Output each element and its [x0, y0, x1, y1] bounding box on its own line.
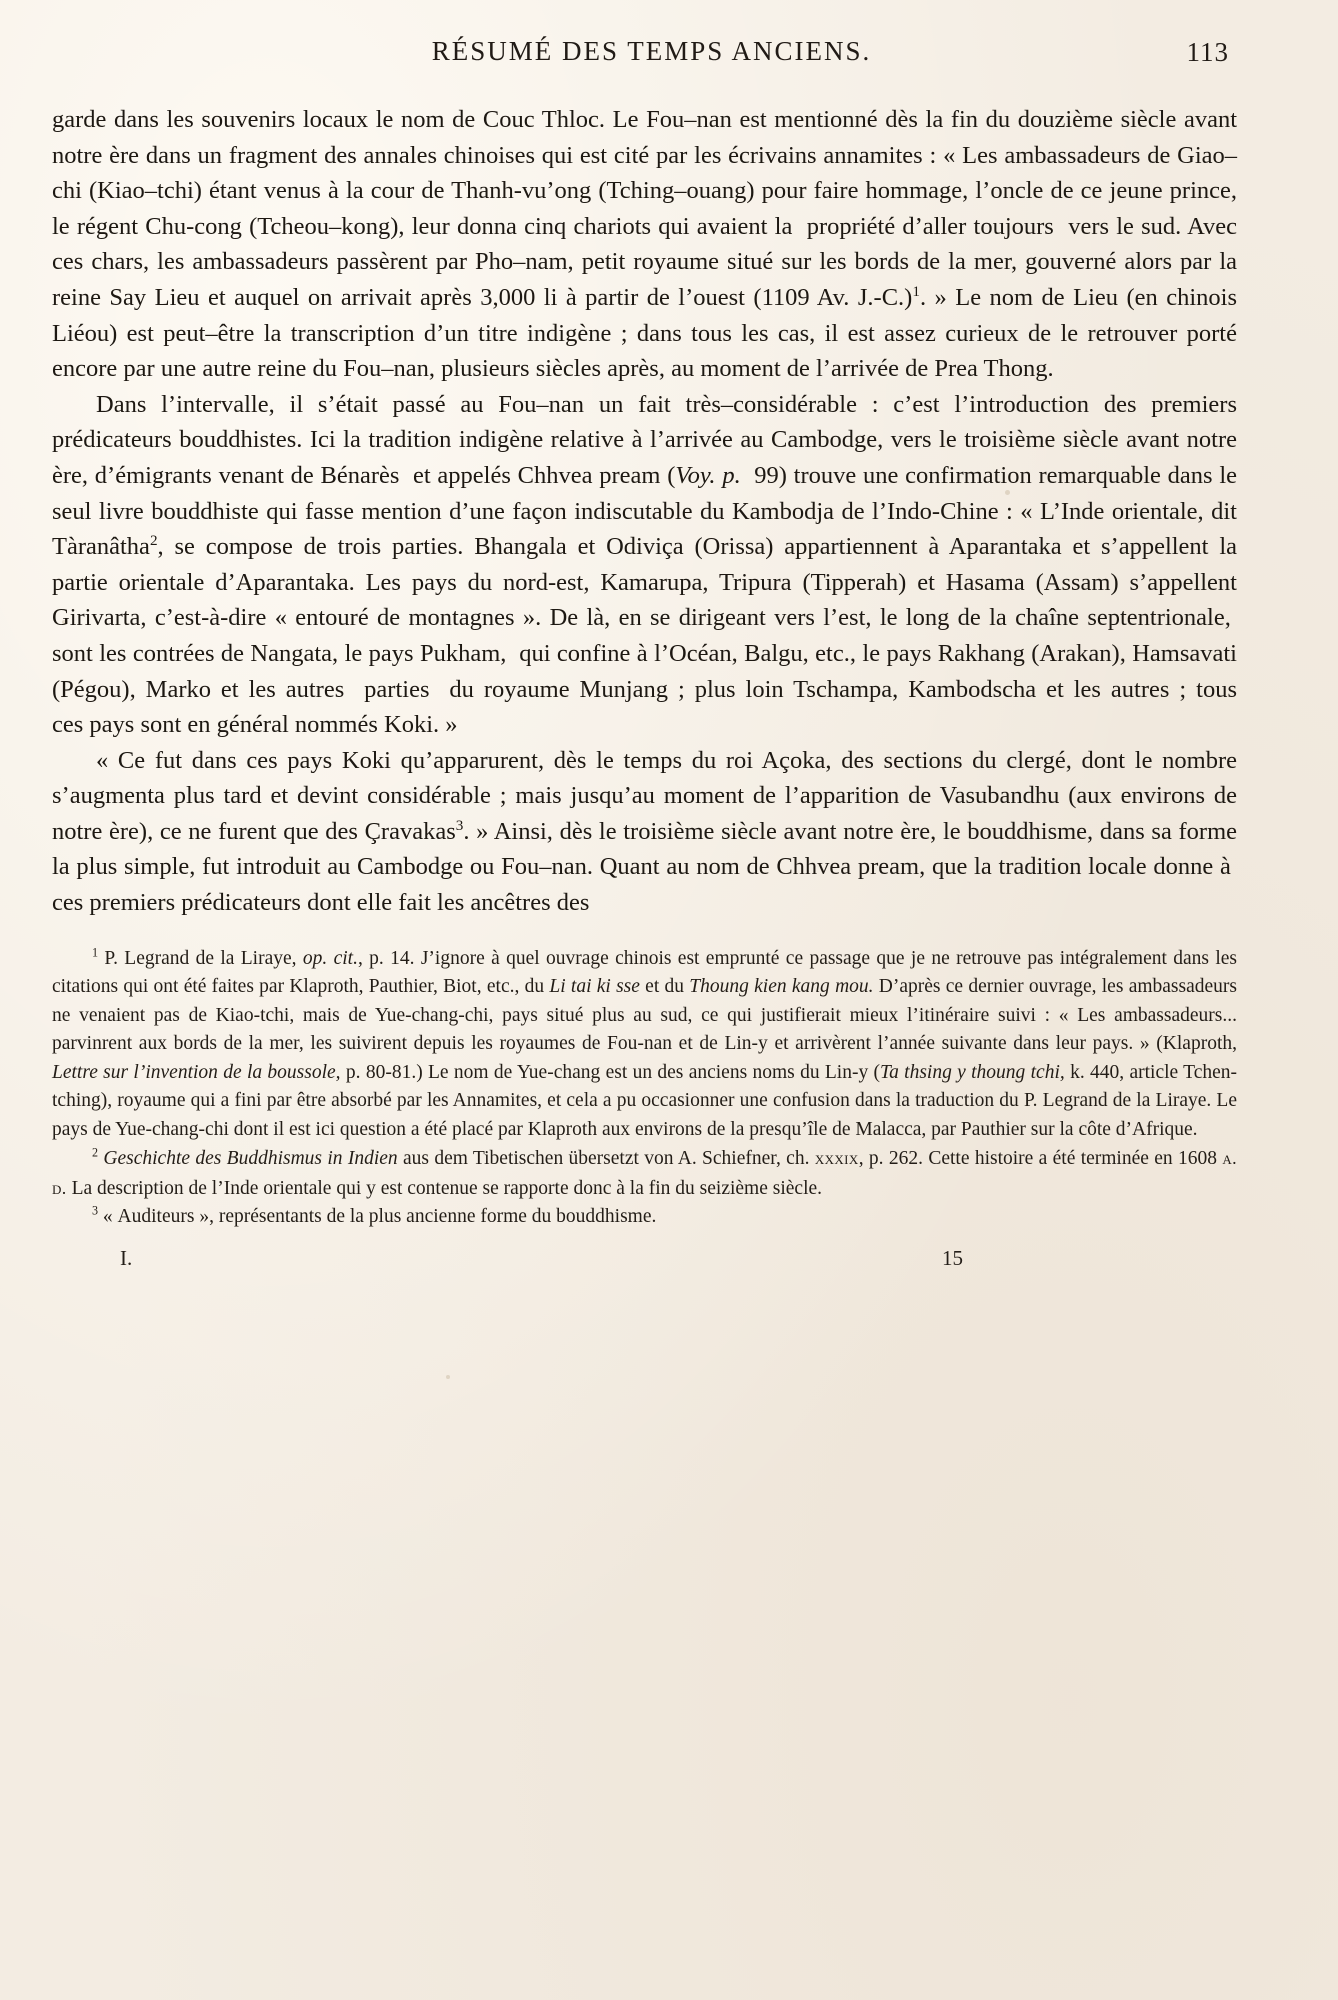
footnote-marker: 2 [92, 1145, 99, 1160]
page-text-block [52, 36, 1237, 1966]
page-footer [52, 1246, 1237, 1276]
footnote-1: $^1$ P. Legrand de la Liraye, op. cit., p. 14. J’ignore à quel ouvrage chinois est emprunté ce passage que je ne retrouve pas intégralement dans les citations qui ont été faites par Klaproth, Pauthier, Biot, etc., du Li tai ki sse et du Thoung kien kang mou. D’après ce dernier ouvrage, les ambassadeurs ne venaient pas de Kiao-tchi, mais de Yue-chang-chi, pays situé plus au sud, ce qui justifierait mieux l’itinéraire suivi : « Les ambassadeurs... parvinrent aux bords de la mer, les suivirent depuis les royaumes de Fou-nan et de Lin-y et arrivèrent l’année suivante dans leur pays. » (Klaproth, Lettre sur l’invention de la boussole, p. 80-81.) Le nom de Yue-chang est un des anciens noms du Lin-y (Ta thsing y thoung tchi, k. 440, article Tchen-tching), royaume qui a fini par être absorbé par les Annamites, et cela a pu occasionner une confusion dans la traduction du P. Legrand de la Liraye. Le pays de Yue-chang-chi dont il est ici question a été placé par Klaproth aux environs de la presqu’île de Malacca, par Pauthier sur la côte d’Afrique. [52, 945, 1238, 1140]
footnote-2: $^2$ Geschichte des Buddhismus in Indien aus dem Tibetischen übersetzt von A. Schiefner, ch. xxxix, p. 262. Cette histoire a été terminée en 1608 a. d. La description de l’Inde orientale qui y est contenue se rapporte donc à la fin du seizième siècle. [52, 1145, 1238, 1199]
paragraph-2: Dans l’intervalle, il s’était passé au Fou–nan un fait très–considérable : c’est l’introduction des premiers prédicateurs bouddhistes. Ici la tradition indigène relative à l’arrivée au Cambodge, vers le troisième siècle avant notre ère, d’émigrants venant de Bénarès et appelés Chhvea pream (Voy. p. 99) trouve une confirmation remarquable dans le seul livre bouddhiste qui fasse mention d’une façon indiscutable du Kambodja de l’Indo-Chine : « L’Inde orientale, dit Tàranâtha$^2$, se compose de trois parties. Bhangala et Odiviça (Orissa) appartiennent à Aparantaka et s’appellent la partie orientale d’Aparantaka. Les pays du nord-est, Kamarupa, Tripura (Tipperah) et Hasama (Assam) s’appellent Girivarta, c’est-à-dire « entouré de montagnes ». De là, en se dirigeant vers l’est, le long de la chaîne septentrionale, sont les contrées de Nangata, le pays Pukham, qui confine à l’Océan, Balgu, etc., le pays Rakhang (Arakan), Hamsavati (Pégou), Marko et les autres parties du royaume Munjang ; plus loin Tschampa, Kambodscha et les autres ; tous ces pays sont en général nommés Koki. » [52, 390, 1238, 739]
paragraph-1: garde dans les souvenirs locaux le nom de Couc Thloc. Le Fou–nan est mentionné dès la fin du douzième siècle avant notre ère dans un fragment des annales chinoises qui est cité par les écrivains annamites : « Les ambassadeurs de Giao–chi (Kiao–tchi) étant venus à la cour de Thanh-vu’ong (Tching–ouang) pour faire hommage, l’oncle de ce jeune prince, le régent Chu-cong (Tcheou–kong), leur donna cinq chariots qui avaient la propriété d’aller toujours vers le sud. Avec ces chars, les ambassadeurs passèrent par Pho–nam, petit royaume situé sur les bords de la mer, gouverné alors par la reine Say Lieu et auquel on arrivait après 3,000 li à partir de l’ouest (1109 Av. J.-C.)$^1$. » Le nom de Lieu (en chinois Liéou) est peut–être la transcription d’un titre indigène ; dans tous les cas, il est assez curieux de le retrouver porté encore par une autre reine du Fou–nan, plusieurs siècles après, au moment de l’arrivée de Prea Thong. [52, 106, 1237, 383]
sheet-signature-number: 15 [942, 1245, 963, 1270]
page-number: 113 [1186, 37, 1229, 67]
footnote-separator [52, 921, 1237, 945]
footnote-3: $^3$ « Auditeurs », représentants de la plus ancienne forme du bouddhisme. [92, 1203, 657, 1228]
footnote-marker: 1 [92, 945, 99, 960]
volume-signature: I. [120, 1245, 133, 1270]
running-title: RÉSUMÉ DES TEMPS ANCIENS. [431, 36, 872, 66]
paragraph-3: « Ce fut dans ces pays Koki qu’apparurent, dès le temps du roi Açoka, des sections du clergé, dont le nombre s’augmenta plus tard et devint considérable ; mais jusqu’au moment de l’apparition de Vasubandhu (aux environs de notre ère), ce ne furent que des Çravakas$^3$. » Ainsi, dès le troisième siècle avant notre ère, le bouddhisme, dans sa forme la plus simple, fut introduit au Cambodge ou Fou–nan. Quant au nom de Chhvea pream, que la tradition locale donne à ces premiers prédicateurs dont elle fait les ancêtres des [52, 746, 1237, 917]
footnotes [52, 945, 1237, 1232]
footnote-marker: 3 [92, 1203, 99, 1218]
body-text [52, 102, 1237, 921]
running-head [52, 36, 1237, 88]
